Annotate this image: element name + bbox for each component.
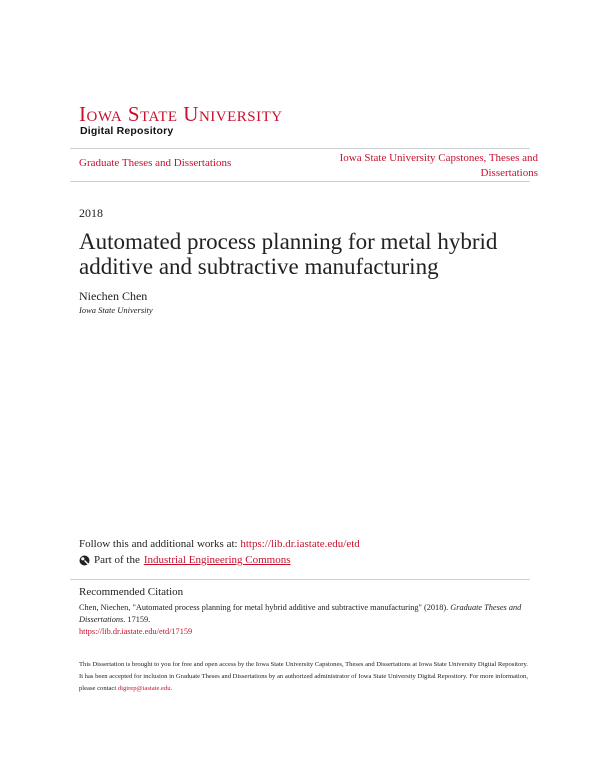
part-of-label: Part of the bbox=[94, 554, 140, 566]
header-divider bbox=[70, 181, 530, 182]
citation-main: Chen, Niechen, "Automated process planning for metal hybrid additive and subtractive manufacturing" (2018). bbox=[79, 603, 451, 612]
author-affiliation: Iowa State University bbox=[79, 305, 153, 315]
follow-line bbox=[79, 538, 360, 550]
contact-email-link[interactable]: digirep@iastate.edu bbox=[117, 685, 171, 692]
notice-text: This Dissertation is brought to you for free and open access by the Iowa State University Capstones, Theses and Dissertations at Iowa State University Digital Repository. It has been accepted for inclusion in Graduate Theses and Dissertations by an authorized administrator of Iowa State University Digital Repository. For more information, please contact bbox=[79, 661, 529, 692]
top-divider bbox=[70, 148, 530, 149]
university-logo-text: Iowa State University bbox=[79, 102, 283, 126]
follow-label: Follow this and additional works at: bbox=[79, 538, 241, 550]
citation-divider bbox=[70, 579, 530, 580]
access-notice bbox=[79, 659, 529, 695]
series-link-graduate-theses[interactable]: Graduate Theses and Dissertations bbox=[79, 157, 232, 169]
series-link-capstones[interactable]: Iowa State University Capstones, Theses and Dissertations bbox=[339, 152, 538, 179]
follow-url-link[interactable]: https://lib.dr.iastate.edu/etd bbox=[240, 538, 360, 550]
author-name: Niechen Chen bbox=[79, 289, 148, 303]
publication-year: 2018 bbox=[79, 206, 103, 220]
recommended-citation-heading: Recommended Citation bbox=[79, 586, 184, 598]
digital-repository-label: Digital Repository bbox=[80, 125, 174, 137]
bepress-commons-icon bbox=[79, 555, 90, 566]
notice-end: . bbox=[170, 685, 173, 692]
citation-text bbox=[79, 602, 529, 638]
citation-url-link[interactable]: https://lib.dr.iastate.edu/etd/17159 bbox=[79, 627, 193, 636]
citation-number: . 17159. bbox=[123, 615, 151, 624]
citation-series: Graduate Theses and Dissertations bbox=[79, 603, 522, 624]
paper-title: Automated process planning for metal hybrid additive and subtractive manufacturing bbox=[79, 229, 498, 279]
industrial-engineering-commons-link[interactable]: Industrial Engineering Commons bbox=[143, 554, 291, 566]
part-of-line bbox=[79, 554, 290, 566]
